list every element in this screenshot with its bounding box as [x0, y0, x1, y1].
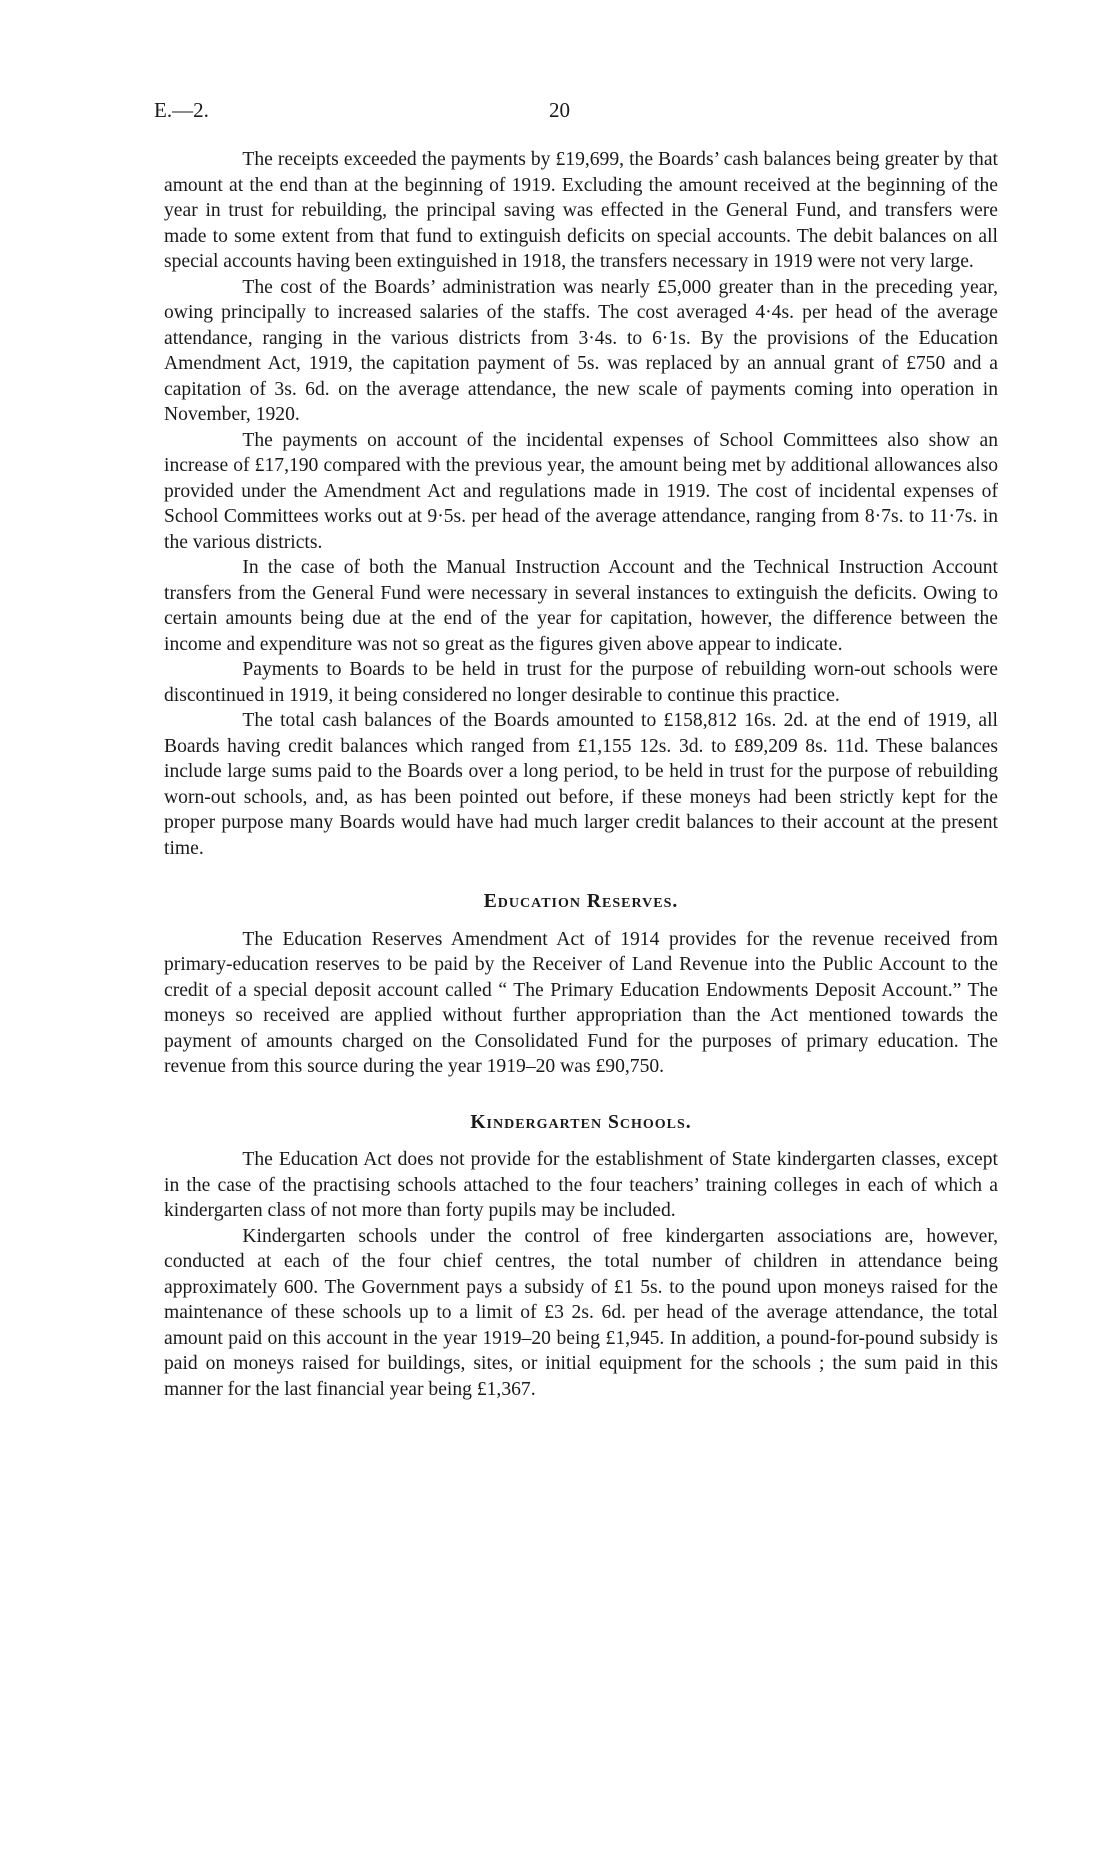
- paragraph: The Education Reserves Amendment Act of 1914 provides for the revenue received from primary-education reserves to be paid by the Receiver of Land Revenue into the Public Account to the credit of a special deposit account called “ The Primary Education Endowments Deposit Account.” The moneys so received are applied without further appropriation than the Act mentioned towards the payment of amounts charged on the Consolidated Fund for the purposes of primary education. The revenue from this source during the year 1919–20 was £90,750.: [164, 928, 998, 1077]
- section-heading-kindergarten-schools: Kindergarten Schools.: [470, 1111, 692, 1133]
- section-heading-education-reserves: Education Reserves.: [483, 891, 679, 912]
- paragraph: Payments to Boards to be held in trust for the purpose of rebuilding worn-out schools were discontinued in 1919, it being considered no longer desirable to continue this practice.: [164, 659, 998, 706]
- paragraph: The total cash balances of the Boards amounted to £158,812 16s. 2d. at the end of 1919, all Boards having credit balances which ranged from £1,155 12s. 3d. to £89,209 8s. 11d. These balances include large sums paid to the Boards over a long period, to be held in trust for the purpose of rebuilding worn-out schools, and, as has been pointed out before, if these moneys had been strictly kept for the proper purpose many Boards would have had much larger credit balances to their account at the present time.: [164, 710, 998, 859]
- paragraph: Kindergarten schools under the control of free kindergarten associations are, however, conducted at each of the four chief centres, the total number of children in attendance being approximately 600. The Government pays a subsidy of £1 5s. to the pound upon moneys raised for the maintenance of these schools up to a limit of £3 2s. 6d. per head of the average attendance, the total amount paid on this account in the year 1919–20 being £1,945. In addition, a pound-for-pound subsidy is paid on moneys raised for buildings, sites, or initial equipment for the schools ; the sum paid in this manner for the last financial year being £1,367.: [164, 1225, 998, 1400]
- page-number: 20: [549, 98, 570, 122]
- page-body: [164, 147, 998, 1402]
- paragraph: The payments on account of the incidental expenses of School Committees also show an increase of £17,190 compared with the previous year, the amount being met by additional allowances also provided under the Amendment Act and regulations made in 1919. The cost of incidental expenses of School Committees works out at 9·5s. per head of the average attendance, ranging from 8·7s. to 11·7s. in the various districts.: [164, 429, 998, 553]
- paragraph: The receipts exceeded the payments by £19,699, the Boards’ cash balances being greater by that amount at the end than at the beginning of 1919. Excluding the amount received at the beginning of the year in trust for rebuilding, the principal saving was effected in the General Fund, and transfers were made to some extent from that fund to extinguish deficits on special accounts. The debit balances on all special accounts having been extinguished in 1918, the transfers necessary in 1919 were not very large.: [164, 149, 998, 272]
- paragraph: The Education Act does not provide for the establishment of State kindergarten classes, except in the case of the practising schools attached to the four teachers’ training colleges in each of which a kindergarten class of not more than forty pupils may be included.: [164, 1149, 998, 1221]
- paragraph: The cost of the Boards’ administration was nearly £5,000 greater than in the preceding year, owing principally to increased salaries of the staffs. The cost averaged 4·4s. per head of the average attendance, ranging in the various districts from 3·4s. to 6·1s. By the provisions of the Education Amendment Act, 1919, the capitation payment of 5s. was replaced by an annual grant of £750 and a capitation of 3s. 6d. on the average attendance, the new scale of payments coming into operation in November, 1920.: [164, 276, 998, 425]
- paragraph: In the case of both the Manual Instruction Account and the Technical Instruction Account transfers from the General Fund were necessary in several instances to extinguish the deficits. Owing to certain amounts being due at the end of the year for capitation, however, the difference between the income and expenditure was not so great as the figures given above appear to indicate.: [164, 557, 998, 655]
- document-reference: E.—2.: [154, 98, 209, 122]
- page-header: [154, 98, 1000, 128]
